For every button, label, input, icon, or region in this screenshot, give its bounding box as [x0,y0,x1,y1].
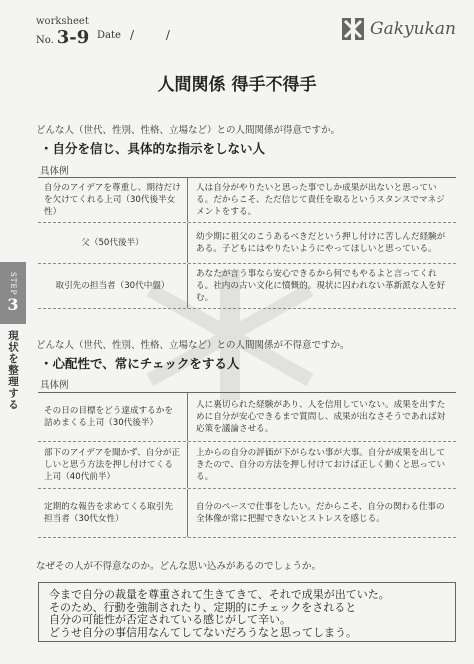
brand-mark-icon [342,18,364,40]
section1-answer: ・自分を信じ、具体的な指示をしない人 [40,141,266,156]
table-cell-description: 人に裏切られた経験があり、人を信用していない。成果を出すために自分が安心できるまで質問し、成果が出なさそうであれば対応策を議論させる。 [196,400,446,434]
section1-question: どんな人（世代、性別、性格、立場など）との人間関係が得意ですか。 [36,125,341,136]
step-tab [0,262,26,324]
answer-line: そのため、行動を強制されたり、定期的にチェックをされると [49,600,357,614]
step-number: 3 [7,295,19,315]
section2-question: どんな人（世代、性別、性格、立場など）との人間関係が不得意ですか。 [36,340,350,351]
table-cell-description: 上からの自分の評価が下がらない事が大事。自分が成果を出してきたので、自分の方法を押し付けておけば正しく動くと思っている。 [196,448,446,482]
answer-line: どうせ自分の事信用なんてしてないだろうなと思ってしまう。 [49,625,357,639]
answer-box [38,582,456,642]
table-row [38,393,456,442]
section2-answer: ・心配性で、常にチェックをする人 [40,356,240,371]
table-cell-description: 人は自分がやりたいと思った事でしか成果が出ないと思っている。だからこそ、ただ信じて責任を取るというスタンスでマネジメントをする。 [196,183,445,217]
worksheet-number [36,27,89,48]
brand-logo [342,18,456,40]
table-cell-person: 取引先の担当者（30代中盤） [38,264,188,308]
date-slashes: / / [130,28,184,42]
step-label: STEP [9,271,17,296]
table-row [38,178,456,223]
answer-line: 自分の可能性が否定されている感じがして辛い。 [49,613,291,627]
worksheet-label: worksheet [36,16,89,27]
worksheet-number-prefix: No. [36,35,54,46]
table-cell-description: 自分のペースで仕事をしたい。だからこそ、自分の関わる仕事の全体像が常に把握できないとストレスを感じる。 [196,502,445,524]
table-cell-description: あなたが言う事なら安心できるから何でもやるよと言ってくれる。社内の古い文化に憤慨的。現状に囚われない革新派な人を好む。 [196,269,446,303]
table-cell-description: 幼少期に祖父のこうあるべきだという押し付けに苦しんだ経験がある。子どもにはやりたいようにやってほしいと思っている。 [196,232,446,254]
page-title: 人間関係 得手不得手 [157,75,317,95]
answer-line: 今まで自分の裁量を尊重されて生きてきて、それで成果が出ていた。 [49,588,390,601]
table-cell-person: 父（50代後半） [38,223,188,263]
table-cell-person: 自分のアイデアを尊重し、期待だけを欠けてくれる上司（30代後半女性） [38,178,188,222]
table-cell-person: その日の目標をどう達成するかを詰めまくる上司（30代後半） [38,393,188,441]
table-row [38,223,456,264]
section2-example-table [38,392,456,538]
date-label: Date [97,30,121,41]
table-cell-person: 定期的な報告を求めてくる取引先担当者（30代女性） [38,489,188,537]
section1-example-label: 具体例 [40,166,69,177]
brand-name: Gakyukan [370,19,456,39]
step-title: 現状を整理する [7,330,19,411]
section2-example-label: 具体例 [40,380,69,391]
section1-example-table [38,177,456,309]
table-row [38,264,456,309]
bottom-question: なぜその人が不得意なのか。どんな思い込みがあるのでしょうか。 [36,561,322,572]
table-row [38,489,456,538]
table-cell-person: 部下のアイデアを聞かず、自分が正しいと思う方法を押し付けてくる上司（40代前半） [38,442,188,488]
table-row [38,442,456,489]
worksheet-number-value: 3-9 [56,27,90,48]
